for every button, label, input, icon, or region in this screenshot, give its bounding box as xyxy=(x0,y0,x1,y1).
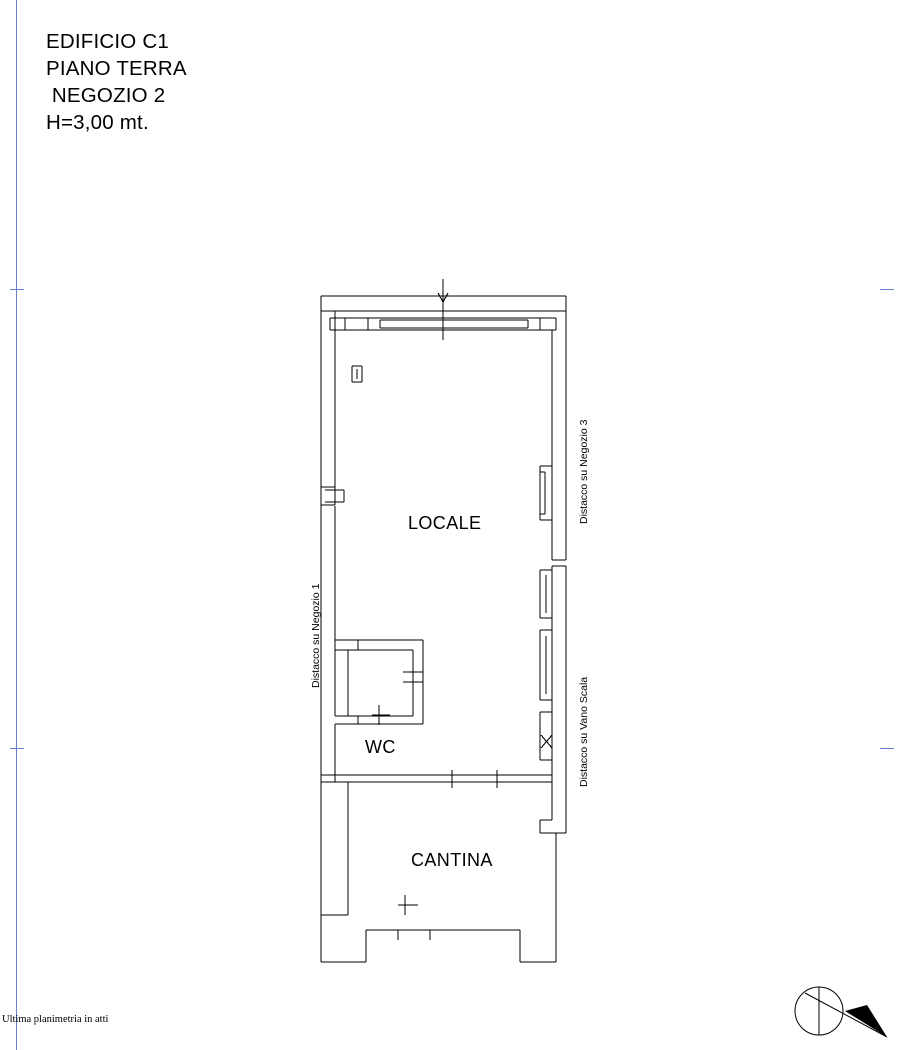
north-compass xyxy=(793,985,889,1047)
title-line-building: EDIFICIO C1 xyxy=(46,30,169,53)
margin-tick-left-bottom xyxy=(10,748,24,749)
footer-note: Ultima planimetria in atti xyxy=(2,1014,109,1025)
title-block xyxy=(46,28,187,136)
room-label-cantina: CANTINA xyxy=(411,850,493,870)
label-distacco-vano-scala: Distacco su Vano Scala xyxy=(578,676,590,787)
label-distacco-negozio-1: Distacco su Negozio 1 xyxy=(310,583,322,688)
room-label-locale: LOCALE xyxy=(408,513,482,533)
title-line-height: H=3,00 mt. xyxy=(46,111,149,135)
margin-tick-right-bottom xyxy=(880,748,894,749)
room-label-wc: WC xyxy=(365,737,396,757)
title-line-floor: PIANO TERRA xyxy=(46,57,187,81)
margin-line-left xyxy=(16,0,17,1050)
margin-tick-left-top xyxy=(10,289,24,290)
margin-tick-right-top xyxy=(880,289,894,290)
label-distacco-negozio-3: Distacco su Negozio 3 xyxy=(578,419,590,524)
title-line-unit: NEGOZIO 2 xyxy=(46,84,166,108)
